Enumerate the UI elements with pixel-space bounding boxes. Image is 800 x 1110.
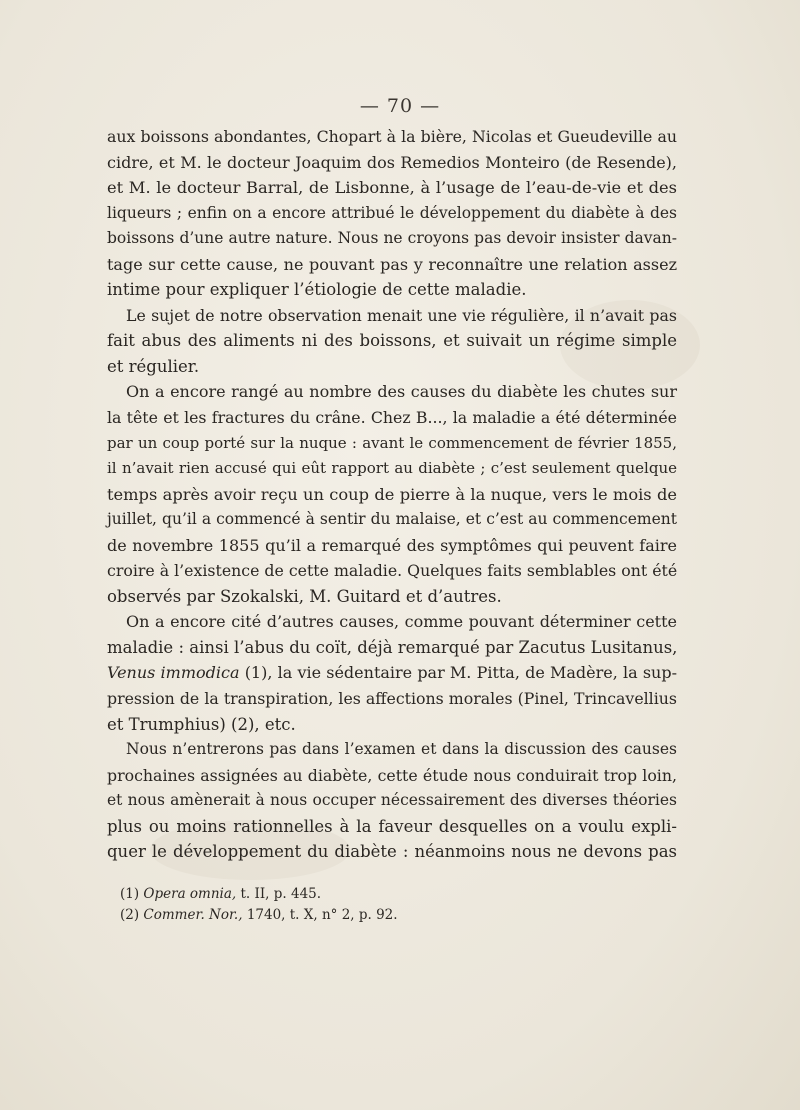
footnote [120, 905, 600, 926]
text-line: fait abus des aliments ni des boissons, et suivait un régime simple [107, 331, 677, 351]
text-line: plus ou moins rationnelles à la faveur desquelles on a voulu expli- [107, 816, 677, 836]
text-line: par un coup porté sur la nuque : avant le commencement de février 1855, [107, 433, 677, 452]
footnote-rest: t. II, p. 445. [236, 886, 322, 902]
text-line: pression de la transpiration, les affections morales (Pinel, Trincavellius [107, 689, 677, 709]
text-line: aux boissons abondantes, Chopart à la bière, Nicolas et Gueudeville au [107, 127, 677, 146]
footnotes [120, 884, 600, 926]
text-line: Nous n’entrerons pas dans l’examen et dans la discussion des causes [126, 740, 677, 759]
text-line: intime pour expliquer l’étiologie de cette maladie. [107, 280, 527, 300]
text-line: observés par Szokalski, M. Guitard et d’autres. [107, 586, 502, 606]
latin-phrase: Venus immodica [107, 663, 240, 683]
text-line: la tête et les fractures du crâne. Chez B..., la maladie a été déterminée [107, 408, 677, 428]
footnote-mark: (1) [120, 886, 140, 902]
text-line: juillet, qu’il a commencé à sentir du malaise, et c’est au commencement [107, 510, 677, 529]
text-line: et régulier. [107, 356, 200, 376]
footnote-title: Commer. Nor., [143, 907, 243, 923]
text-line: quer le développement du diabète : néanmoins nous ne devons pas [107, 842, 677, 862]
text-line: tage sur cette cause, ne pouvant pas y reconnaître une relation assez [107, 254, 677, 274]
text-line-venus [107, 660, 677, 686]
text-line: maladie : ainsi l’abus du coït, déjà remarqué par Zacutus Lusitanus, [107, 637, 678, 657]
text-line: et Trumphius) (2), etc. [107, 714, 296, 734]
text-line: prochaines assignées au diabète, cette étude nous conduirait trop loin, [107, 765, 677, 785]
text-line: temps après avoir reçu un coup de pierre à la nuque, vers le mois de [107, 484, 677, 504]
text-line: croire à l’existence de cette maladie. Quelques faits semblables ont été [107, 561, 678, 581]
text-line: On a encore rangé au nombre des causes du diabète les chutes sur [126, 382, 677, 402]
text-line: liqueurs ; enfin on a encore attribué le développement du diabète à des [107, 203, 677, 222]
footnote [120, 884, 600, 905]
text-line: de novembre 1855 qu’il a remarqué des symptômes qui peuvent faire [107, 535, 677, 555]
text-line: boissons d’une autre nature. Nous ne croyons pas devoir insister davan- [107, 229, 677, 248]
footnote-rest: 1740, t. X, n° 2, p. 92. [242, 907, 398, 923]
footnote-mark: (2) [120, 907, 140, 923]
body-text [107, 124, 677, 865]
text-line: On a encore cité d’autres causes, comme pouvant déterminer cette [126, 612, 677, 632]
text-line: et M. le docteur Barral, de Lisbonne, à l’usage de l’eau-de-vie et des [107, 178, 677, 198]
text-line: il n’avait rien accusé qui eût rapport au diabète ; c’est seulement quelque [107, 459, 677, 478]
page-number: — 70 — [359, 95, 441, 117]
text-line: cidre, et M. le docteur Joaquim dos Remedios Monteiro (de Resende), [107, 152, 677, 172]
text-line: et nous amènerait à nous occuper nécessairement des diverses théories [107, 791, 677, 810]
footnote-title: Opera omnia, [143, 886, 237, 902]
text-line: Le sujet de notre observation menait une vie régulière, il n’avait pas [126, 305, 677, 325]
text-fragment: (1), la vie sédentaire par M. Pitta, de Madère, la sup- [239, 663, 677, 683]
